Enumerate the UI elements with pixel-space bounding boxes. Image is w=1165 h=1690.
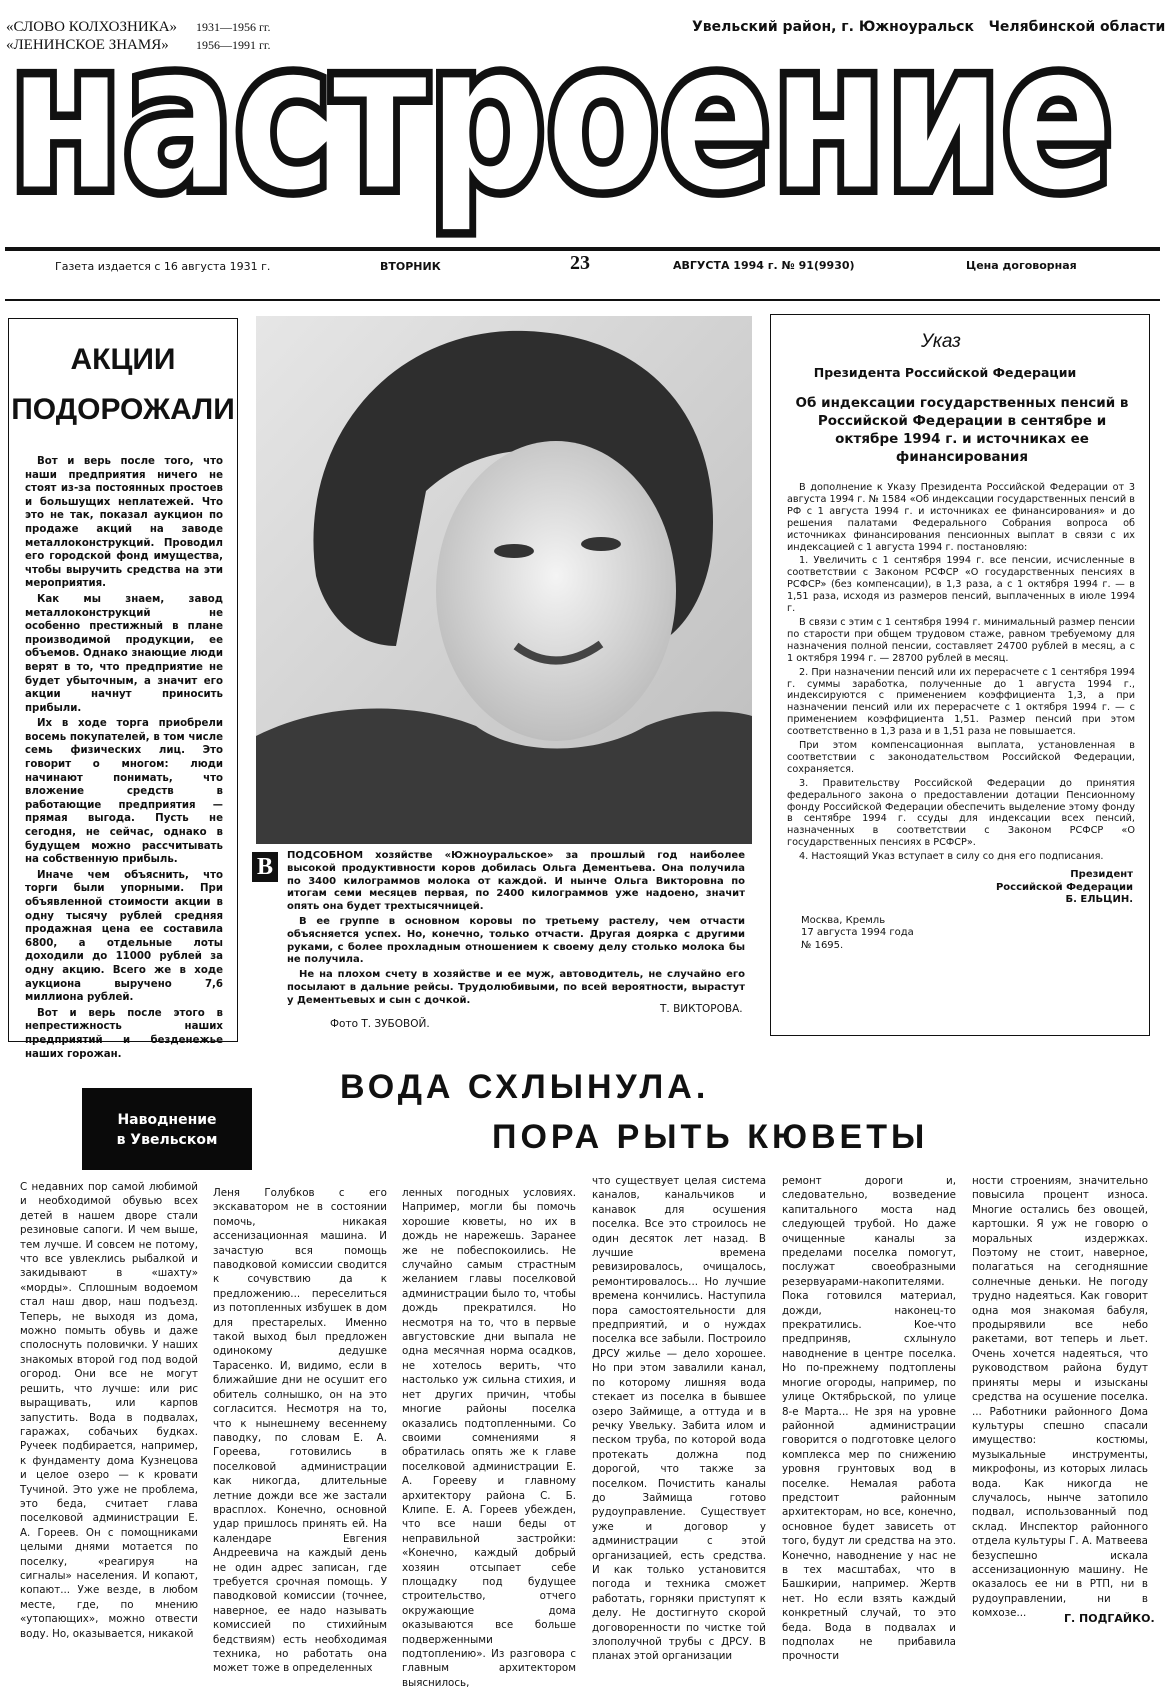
caption-paragraph: В ее группе в основном коровы по третьему растелу, чем отчасти объясняется успех. Но, конечно, только отчасти. Другая доярка с другими руками, с более прохладным отношением к своему делу столько молока бы не получила. xyxy=(287,915,745,966)
masthead-title-outline: настроение xyxy=(8,0,1114,237)
left-article-paragraph: Иначе чем объяснить, что торги были упорными. При объявленной стоимости акции в одну тысячу рублей средняя продажная цена ее составила 6800, а отдельные лоты доходили до 11000 рублей за одну акцию. Всего же в ходе аукциона выручено 7,6 миллиона рублей. xyxy=(25,869,223,1004)
decree-body xyxy=(787,482,1135,863)
decree-heading: Указ xyxy=(921,331,961,352)
decree-subheading: Президента Российской Федерации xyxy=(813,365,1077,380)
former-name-2: «ЛЕНИНСКОЕ ЗНАМЯ» xyxy=(6,37,169,53)
caption-paragraph: ПОДСОБНОМ хозяйстве «Южноуральское» за прошлый год наиболее высокой продуктивности коров добилась Ольга Дементьева. Она получила по 3400 килограммов молока от каждой. И нынче Ольга Викторовна по итогам семи месяцев первая, по 2400 килограммов уже надоено, значит опять она будет трехтысячницей. xyxy=(287,850,745,913)
price: Цена договорная xyxy=(966,259,1077,272)
caption-dropcap: В xyxy=(252,852,278,882)
masthead-rule xyxy=(5,247,1160,251)
portrait-photo xyxy=(256,316,752,844)
left-article-paragraph: Вот и верь после этого в непрестижность наших предприятий и безденежье наших горожан. xyxy=(25,1007,223,1060)
decree-paragraph: В связи с этим с 1 сентября 1994 г. минимальный размер пенсии по старости при общем трудовом стаже, равном требуемому для назначения полной пенсии, составляет 24700 рублей в месяц, а с 1 октября 1994 г. — 28700 рублей в месяц. xyxy=(787,616,1135,664)
left-article-paragraph: Вот и верь после того, что наши предприятия ничего не стоят из-за постоянных простоев и большущих неплатежей. Что это не так, показал аукцион по продаже акций на заводе металлоконструкций. Проводил его городской фонд имущества, чтобы выручить средства на эти мероприятия. xyxy=(25,456,223,590)
flood-column: Леня Голубков с его экскаватором не в состоянии помочь, никакая ассенизационная машина. И зачастую вся помощь паводковой комиссии сводится к сочувствию да к предложению... переселиться из потопленных избушек в дом для престарелых. Именно такой выход был предложен одинокому дедушке Тарасенко. И, видимо, если в ближайшие дни не осушит его обитель солнышко, он на это согласится. Несмотря на то, что к нынешнему весеннему паводку, по словам Е. А. Гореева, готовились в поселковой администрации как никогда, длительные летние дожди все же застали врасплох. Конечно, основной удар пришлось принять ей. На календаре Евгения Андреевича на каждый день не один адрес записан, где требуется срочная помощь. У паводковой комиссии (точнее, наверное, ее надо называть комиссией по стихийным бедствиям) есть необходимая техника, но работать она может тоже в определенных xyxy=(213,1187,387,1675)
former-years-2: 1956—1991 гг. xyxy=(196,38,271,52)
rubric-line: в Увельском xyxy=(116,1132,218,1148)
place-line: № 1695. xyxy=(801,939,844,951)
former-name-1: «СЛОВО КОЛХОЗНИКА» xyxy=(6,19,178,35)
photo-caption xyxy=(287,850,745,1010)
masthead-title: настроение xyxy=(8,0,1114,237)
signature-line: Российской Федерации xyxy=(995,881,1133,893)
signature-line: Президент xyxy=(1070,869,1133,881)
flood-column: ленных погодных условиях. Например, могли бы помочь хорошие кюветы, но их в дождь не нарежешь. Заранее же не побеспокоились. Не случайно самым страстным желанием главы поселковой администрации было то, чтобы дождь прекратился. Но несмотря на то, что в первые августовские дни выпала не одна месячная норма осадков, не хотелось верить, что настолько уж сильна стихия, и нет других причин, чтобы многие районы поселка оказались подтопленными. Со своими сомнениями я обратилась опять же к главе поселковой администрации Е. А. Горееву и главному архитектору района С. Б. Клипе. Е. А. Гореев убежден, что все наши беды от неправильной застройки: «Конечно, каждый добрый хозяин отсыпает себе площадку под будущее строительство, отчего окружающие дома оказываются все больше подверженными подтоплению». Из разговора с главным архитектором выяснилось, xyxy=(402,1187,576,1689)
flood-rubric xyxy=(82,1088,252,1170)
decree-box xyxy=(770,314,1150,1036)
decree-paragraph: 4. Настоящий Указ вступает в силу со дня его подписания. xyxy=(799,851,1104,863)
left-article-title-1: АКЦИИ xyxy=(70,343,176,376)
portrait-image xyxy=(256,316,752,844)
photo-credit: Фото Т. ЗУБОВОЙ. xyxy=(330,1018,430,1030)
rubric-line: Наводнение xyxy=(117,1112,217,1128)
left-article-box xyxy=(8,318,238,1060)
decree-paragraph: 3. Правительству Российской Федерации до принятия федерального закона о предоставлении дотации Пенсионному фонду Российской Федерации обеспечить выделение этому фонду в сентябре 1994 г. ссуды для индексации всех пенсий, назначенных в соответствии с Законом РСФСР «О государственных пенсиях в РСФСР». xyxy=(787,777,1135,849)
flood-column: С недавних пор самой любимой и необходимой обувью всех детей в нашем дворе стали резиновые сапоги. И чем выше, тем лучше. И совсем не потому, что все увлеклись рыбалкой и закидывают в «шахту» «морды». Сплошным водоемом стал наш двор, наш подъезд. Теперь, не выходя из дома, можно помыть обувь и даже сполоснуть половички. У наших знакомых второй год под водой огород. Они все не могут решить, что лучше: или рис выращивать, или карпов запустить. Вода в подвалах, гаражах, собачьих будках. Ручеек подбирается, например, к фундаменту дома Кузнецова и целое озеро — к кровати Тучиной. Это уже не проблема, это беда, считает глава поселковой администрации Е. А. Гореев. Он с помощниками целыми днями мотается по поселку, «реагируя на сигналы» населения. И копают, копают... Уже везде, в любом месте, где, по мнению «утопающих», можно отвести воду. Но, оказывается, никакой xyxy=(20,1181,198,1640)
former-years-1: 1931—1956 гг. xyxy=(196,20,271,34)
signature-line: Б. ЕЛЬЦИН. xyxy=(1065,894,1133,906)
caption-author: Т. ВИКТОРОВА. xyxy=(660,1003,743,1015)
flood-column: ремонт дороги и, следовательно, возведение капитального моста над следующей трубой. Но даже очищенные каналы за пределами поселка помогут, послужат своеобразными резервуарами-накопителями. Пока готовился материал, дожди, наконец-то прекратились. Кое-что предприняв, схлынуло наводнение в центре поселка. Но по-прежнему подтоплены многие огороды, например, по улице Октябрьской, по улице 8-е Марта... Не зря на уровне районной администрации говорится о подготовке целого комплекса мер по снижению уровня грунтовых вод в поселке. Немалая работа предстоит районным архитекторам, но все, конечно, основное будет зависеть от того, будут ли средства на это. Конечно, наводнение у нас не в тех масштабах, что в Башкирии, например. Жертв нет. Но если взять каждый конкретный случай, то это беда. Вода в подвалах и подполах не прибавила прочности xyxy=(782,1175,956,1663)
caption-paragraph: Не на плохом счету в хозяйстве и ее муж, автоводитель, не случайно его посылают в дальние рейсы. Трудолюбивыми, по всей вероятности, вырастут у Дементьевых и сын с дочкой. xyxy=(287,969,745,1006)
decree-title: Об индексации государственных пенсий в Российской Федерации в сентябре и октябре 1994 г. и источниках ее финансирования xyxy=(795,395,1129,465)
flood-author: Г. ПОДГАЙКО. xyxy=(1064,1612,1155,1625)
published-since: Газета издается с 16 августа 1931 г. xyxy=(55,260,271,273)
date-rule xyxy=(5,299,1160,301)
decree-paragraph: В дополнение к Указу Президента Российской Федерации от 3 августа 1994 г. № 1584 «Об индексации государственных пенсий в РФ с 1 августа 1994 г. и источниках ее финансирования» и до решения палатами Федерального Собрания вопроса об источниках финансирования пенсионных выплат в связи с их индексацией с 1 августа 1994 г. постановляю: xyxy=(787,482,1135,553)
left-article-paragraph: Их в ходе торга приобрели восемь покупателей, в том числе семь физических лиц. Это говорит о многом: люди начинают понимать, что вложение средств в работающие предприятия — прямая выгода. Пусть не сегодня, не сейчас, однако в будущем можно рассчитывать на собственную прибыль. xyxy=(25,718,223,866)
oblast: Челябинской области xyxy=(988,19,1165,35)
place-line: 17 августа 1994 года xyxy=(801,927,914,939)
flood-column: что существует целая система каналов, канальчиков и канавок для осушения поселка. Все это строилось не один десяток лет назад. В лучшие времена ревизировалось, очищалось, ремонтировалось... Но лучшие времена кончились. Наступила пора самостоятельности для предприятий, и о нуждах поселка все забыли. Построило ДРСУ жилье — дело хорошее. Но при этом завалили канал, по которому лишняя вода стекает из поселка в бывшее озеро Займище, а оттуда и в речку Увельку. Забита илом и песком труба, по которой вода протекать должна под дорогой, что также за поселком. Почистить каналы до Займища готово рудоуправление. Существует уже и договор у администрации с этой организацией, есть средства. И как только установится погода и техника сможет работать, горняки приступят к делу. Не достигнуто скорой договоренности по чистке той злополучной трубы с ДРСУ. В планах этой организации xyxy=(592,1175,766,1663)
flood-column: ности строениям, значительно повысила процент износа. Многие остались без овощей, картошки. Я уж не говорю о моральных издержках. Поэтому не стоит, наверное, полагаться на сегодняшние солнечные деньки. Не погоду трудно надеяться. Как говорит одна моя знакомая бабуля, продырявили все небо ракетами, вот теперь и льет. Очень хочется надеяться, что руководством района будут приняты меры и изысканы средства на осушение поселка. ... Работники районного Дома культуры спешно спасали имущество: костюмы, музыкальные инструменты, микрофоны, из которых лилась вода. Как никогда не случалось, нынче затопило подвал, использованный под склад. Инспектор районного отдела культуры Г. А. Матвеева безуспешно искала ассенизационную машину. Не оказалось ее ни в РТП, ни в рудоуправлении, ни в комхозе... xyxy=(972,1175,1148,1620)
left-article-body xyxy=(25,455,223,1061)
day-number: 23 xyxy=(570,252,590,274)
flood-headline-2: ПОРА РЫТЬ КЮВЕТЫ xyxy=(492,1118,929,1156)
decree-paragraph: 1. Увеличить с 1 сентября 1994 г. все пенсии, исчисленные в соответствии с Законом РСФСР «О государственных пенсиях в РСФСР» (без компенсации), в 1,3 раза, а с 1 октября 1994 г. — в 1,51 раза, исходя из размеров пенсий, выплаченных в июле 1994 г. xyxy=(787,555,1135,615)
weekday: ВТОРНИК xyxy=(380,260,441,273)
decree-signature xyxy=(771,869,1133,907)
date-issue: АВГУСТА 1994 г. № 91(9930) xyxy=(673,259,855,272)
left-article-paragraph: Как мы знаем, завод металлоконструкций не особенно престижный в плане производимой продукции, ее объемов. Однако знающие люди верят в то, что предприятие не будет убыточным, а значит его акции начнут приносить прибыли. xyxy=(25,593,223,714)
region: Увельский район, г. Южноуральск xyxy=(692,19,974,35)
left-article-title-2: ПОДОРОЖАЛИ xyxy=(11,393,235,426)
flood-headline-1: ВОДА СХЛЫНУЛА. xyxy=(340,1068,710,1106)
place-line: Москва, Кремль xyxy=(801,914,886,926)
decree-paragraph: При этом компенсационная выплата, установленная в соответствии с законодательством Российской Федерации, сохраняется. xyxy=(787,740,1135,775)
decree-place xyxy=(801,915,1149,953)
date-line xyxy=(0,252,1165,277)
decree-paragraph: 2. При назначении пенсий или их перерасчете с 1 сентября 1994 г. суммы заработка, полученные до 1 августа 1994 г., индексируются с применением коэффициента 1,3, а при назначении пенсий или их перерасчете с 1 октября 1994 г. — с применением коэффициента 1,51. Размер пенсий при этом соответственно в 1,3 раза и в 1,51 раза не повышается. xyxy=(787,666,1135,738)
